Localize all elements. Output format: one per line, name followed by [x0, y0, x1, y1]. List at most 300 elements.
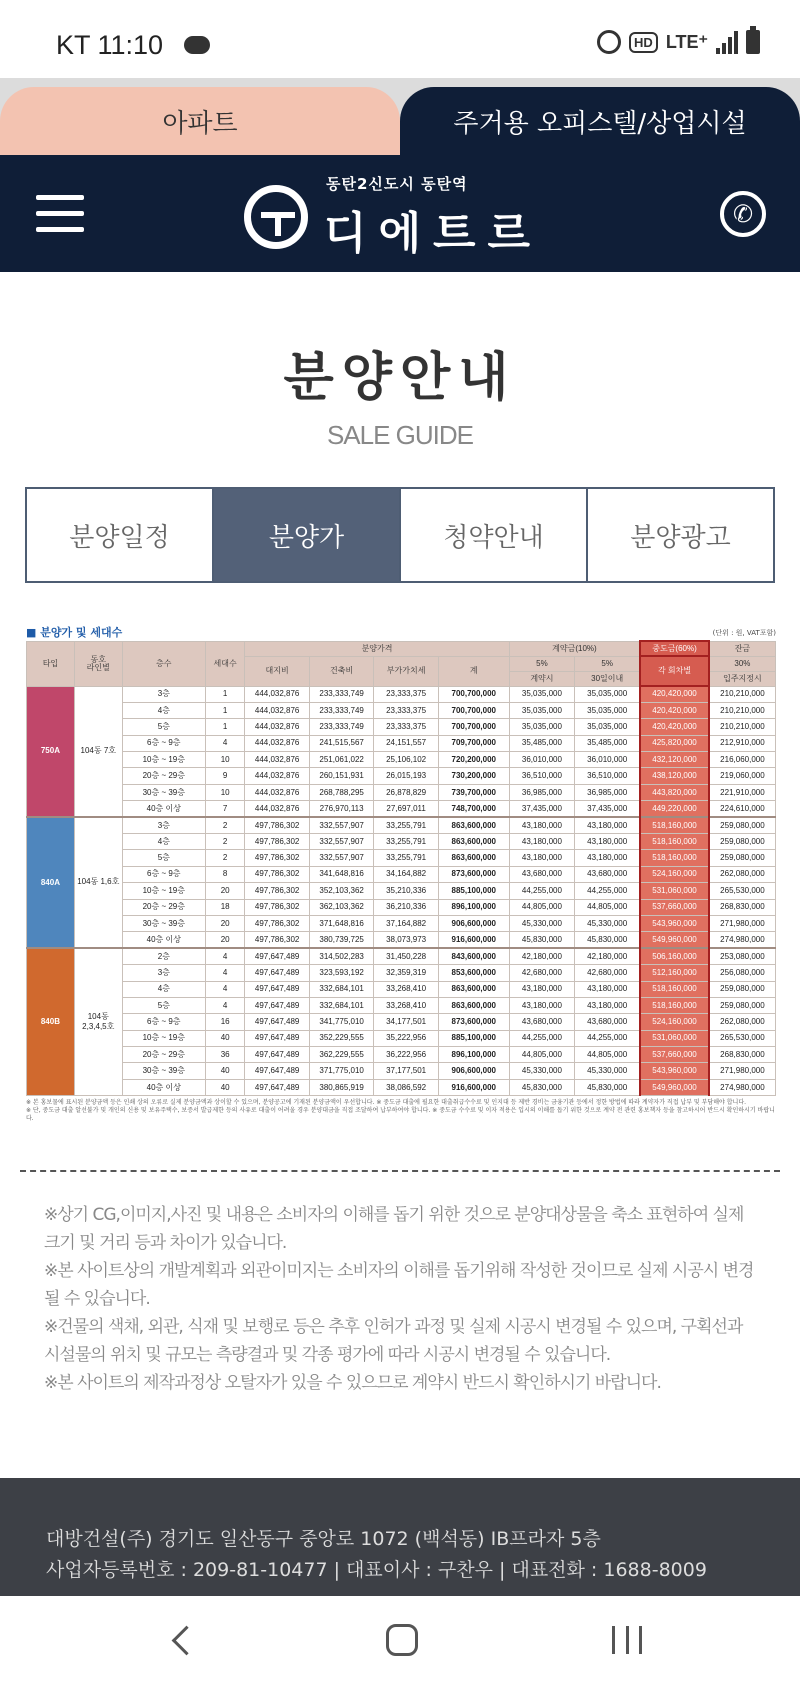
floor-cell: 2층	[122, 948, 205, 964]
land-cell: 497,647,489	[245, 981, 309, 997]
floor-cell: 4층	[122, 834, 205, 850]
middle-cell: 518,160,000	[640, 997, 709, 1013]
table-row	[27, 768, 776, 784]
vat-cell: 34,164,882	[374, 866, 438, 882]
tab-sale-schedule[interactable]: 분양일정	[27, 489, 214, 581]
footer-business-info: 사업자등록번호 : 209-81-10477 | 대표이사 : 구찬우 | 대표전화 : 1688-8009	[46, 1559, 707, 1581]
tab-sale-ad[interactable]: 분양광고	[630, 522, 731, 553]
floor-cell: 5층	[122, 997, 205, 1013]
phone-icon[interactable]: ✆	[720, 191, 766, 237]
tab-subscription-guide[interactable]: 청약안내	[401, 489, 588, 581]
hd-badge: HD	[629, 32, 658, 53]
site-footer	[0, 1478, 800, 1596]
dong-line-cell: 104동 7호	[74, 686, 122, 817]
table-row	[27, 1079, 776, 1095]
balance-cell: 259,080,000	[709, 997, 776, 1013]
units-cell: 40	[205, 1063, 245, 1079]
total-cell: 720,200,000	[438, 752, 509, 768]
tab-sale-price[interactable]: 분양가	[214, 489, 401, 581]
tab-apartment[interactable]: 아파트	[0, 87, 400, 155]
contract-cell: 35,035,000	[509, 719, 575, 735]
balance-cell: 221,910,000	[709, 784, 776, 800]
balance-cell: 265,530,000	[709, 1030, 776, 1046]
units-cell: 10	[205, 752, 245, 768]
within30-cell: 36,985,000	[575, 784, 641, 800]
floor-cell: 6층 ~ 9층	[122, 866, 205, 882]
total-cell: 906,600,000	[438, 1063, 509, 1079]
table-row	[27, 1047, 776, 1063]
contract-cell: 44,805,000	[509, 1047, 575, 1063]
land-cell: 497,647,489	[245, 965, 309, 981]
vat-cell: 36,210,336	[374, 899, 438, 915]
logo-subtitle: 동탄2신도시 동탄역	[326, 175, 468, 193]
table-row	[27, 784, 776, 800]
units-cell: 40	[205, 1079, 245, 1095]
units-cell: 10	[205, 784, 245, 800]
building-cell: 341,775,010	[309, 1014, 373, 1030]
units-cell: 20	[205, 932, 245, 948]
contract-cell: 42,180,000	[509, 948, 575, 964]
within30-cell: 45,830,000	[575, 932, 641, 948]
contract-cell: 43,180,000	[509, 850, 575, 866]
floor-cell: 30층 ~ 39층	[122, 784, 205, 800]
footer-address: 대방건설(주) 경기도 일산동구 중앙로 1072 (백석동) IB프라자 5층	[46, 1528, 601, 1550]
building-cell: 352,103,362	[309, 883, 373, 899]
th-floor: 층수	[122, 641, 205, 686]
total-cell: 709,700,000	[438, 735, 509, 751]
contract-cell: 43,180,000	[509, 997, 575, 1013]
land-cell: 497,647,489	[245, 1047, 309, 1063]
middle-cell: 524,160,000	[640, 1014, 709, 1030]
balance-cell: 219,060,000	[709, 768, 776, 784]
building-cell: 332,557,907	[309, 834, 373, 850]
footnote: ※ 단, 중도금 대출 알선불가 및 개인의 신용 및 보유주택수, 보증서 발급제한 등의 사유로 대출이 어려울 경우 분양대금을 직접 조달하여 납부하여야 합니다. ※ 중도금 수수료 및 이자 적용은 입시의 이해를 돕기 위한 것으로 계약 전 관련 홍보책자 등을 참고하시어 반드시 확인하시기 바랍니다.	[26, 1107, 775, 1123]
logo[interactable]	[240, 173, 560, 259]
total-cell: 700,700,000	[438, 686, 509, 702]
divider	[20, 1170, 780, 1172]
building-cell: 251,061,022	[309, 752, 373, 768]
land-cell: 497,647,489	[245, 948, 309, 964]
within30-cell: 45,330,000	[575, 1063, 641, 1079]
android-nav-bar	[0, 1596, 800, 1689]
within30-cell: 35,035,000	[575, 719, 641, 735]
balance-cell: 259,080,000	[709, 834, 776, 850]
total-cell: 885,100,000	[438, 883, 509, 899]
floor-cell: 30층 ~ 39층	[122, 1063, 205, 1079]
building-cell: 233,333,749	[309, 702, 373, 718]
balance-cell: 256,080,000	[709, 965, 776, 981]
middle-cell: 420,420,000	[640, 702, 709, 718]
total-cell: 700,700,000	[438, 702, 509, 718]
table-row	[27, 752, 776, 768]
floor-cell: 40층 이상	[122, 1079, 205, 1095]
middle-cell: 420,420,000	[640, 686, 709, 702]
th-vat: 부가가치세	[374, 656, 438, 686]
within30-cell: 45,330,000	[575, 915, 641, 931]
vat-cell: 36,222,956	[374, 1047, 438, 1063]
vat-cell: 26,878,829	[374, 784, 438, 800]
total-cell: 863,600,000	[438, 834, 509, 850]
floor-cell: 30층 ~ 39층	[122, 915, 205, 931]
contract-cell: 45,830,000	[509, 932, 575, 948]
notice-item: ※건물의 색채, 외관, 식재 및 보행로 등은 추후 인허가 과정 및 실제 시공시 변경될 수 있으며, 구획선과 시설물의 위치 및 규모는 측량결과 및 각종 평가에 따라 시공시 변경될 수 있습니다.	[44, 1317, 743, 1365]
building-cell: 233,333,749	[309, 719, 373, 735]
price-table	[26, 640, 776, 1096]
middle-cell: 518,160,000	[640, 817, 709, 833]
units-cell: 4	[205, 997, 245, 1013]
table-row	[27, 1063, 776, 1079]
units-cell: 4	[205, 965, 245, 981]
within30-cell: 43,180,000	[575, 850, 641, 866]
contract-cell: 45,330,000	[509, 1063, 575, 1079]
contract-cell: 35,485,000	[509, 735, 575, 751]
building-cell: 332,557,907	[309, 817, 373, 833]
within30-cell: 36,010,000	[575, 752, 641, 768]
building-cell: 332,684,101	[309, 981, 373, 997]
total-cell: 700,700,000	[438, 719, 509, 735]
land-cell: 497,786,302	[245, 932, 309, 948]
total-cell: 896,100,000	[438, 899, 509, 915]
table-row	[27, 866, 776, 882]
type-cell: 840B	[27, 948, 75, 1096]
th-balance: 잔금	[709, 641, 776, 656]
within30-cell: 44,255,000	[575, 1030, 641, 1046]
building-cell: 233,333,749	[309, 686, 373, 702]
within30-cell: 44,805,000	[575, 1047, 641, 1063]
vat-cell: 38,086,592	[374, 1079, 438, 1095]
building-cell: 341,648,816	[309, 866, 373, 882]
contract-cell: 43,180,000	[509, 817, 575, 833]
table-row	[27, 702, 776, 718]
units-cell: 20	[205, 883, 245, 899]
vat-cell: 38,073,973	[374, 932, 438, 948]
land-cell: 497,786,302	[245, 899, 309, 915]
middle-cell: 432,120,000	[640, 752, 709, 768]
vat-cell: 24,151,557	[374, 735, 438, 751]
balance-cell: 262,080,000	[709, 866, 776, 882]
table-heading: ■ 분양가 및 세대수	[26, 626, 123, 639]
building-cell: 276,970,113	[309, 801, 373, 817]
total-cell: 916,600,000	[438, 932, 509, 948]
table-row	[27, 686, 776, 702]
status-bar	[0, 0, 800, 78]
units-cell: 16	[205, 1014, 245, 1030]
land-cell: 497,786,302	[245, 866, 309, 882]
th-balance-pct: 30%	[709, 656, 776, 671]
table-row	[27, 997, 776, 1013]
notice-item: ※본 사이트의 제작과정상 오탈자가 있을 수 있으므로 계약시 반드시 확인하시기 바랍니다.	[44, 1373, 661, 1393]
balance-cell: 262,080,000	[709, 1014, 776, 1030]
signal-icon	[716, 30, 738, 54]
land-cell: 497,647,489	[245, 1063, 309, 1079]
vat-cell: 34,177,501	[374, 1014, 438, 1030]
land-cell: 444,032,876	[245, 784, 309, 800]
table-footnotes	[26, 1099, 776, 1123]
dong-line-cell: 104동 1,6호	[74, 817, 122, 948]
balance-cell: 259,080,000	[709, 817, 776, 833]
recent-apps-icon[interactable]	[612, 1626, 642, 1656]
price-table-body	[27, 686, 776, 1096]
middle-cell: 506,160,000	[640, 948, 709, 964]
contract-cell: 43,180,000	[509, 834, 575, 850]
tab-office[interactable]: 주거용 오피스텔/상업시설	[400, 87, 800, 155]
land-cell: 444,032,876	[245, 752, 309, 768]
balance-cell: 259,080,000	[709, 981, 776, 997]
balance-cell: 274,980,000	[709, 932, 776, 948]
total-cell: 885,100,000	[438, 1030, 509, 1046]
building-cell: 371,648,816	[309, 915, 373, 931]
table-row	[27, 932, 776, 948]
th-sale-price: 분양가격	[245, 641, 509, 656]
building-cell: 332,557,907	[309, 850, 373, 866]
th-contract-5a: 5%	[509, 656, 575, 671]
contract-cell: 42,680,000	[509, 965, 575, 981]
within30-cell: 45,830,000	[575, 1079, 641, 1095]
th-total: 계	[438, 656, 509, 686]
within30-cell: 35,035,000	[575, 686, 641, 702]
floor-cell: 3층	[122, 965, 205, 981]
page-title: 분양안내	[283, 348, 517, 408]
back-icon[interactable]	[168, 1624, 196, 1660]
middle-cell: 531,060,000	[640, 883, 709, 899]
balance-cell: 212,910,000	[709, 735, 776, 751]
total-cell: 863,600,000	[438, 981, 509, 997]
units-cell: 1	[205, 719, 245, 735]
floor-cell: 3층	[122, 817, 205, 833]
within30-cell: 44,255,000	[575, 883, 641, 899]
floor-cell: 5층	[122, 850, 205, 866]
th-contract: 계약금(10%)	[509, 641, 640, 656]
units-cell: 20	[205, 915, 245, 931]
land-cell: 444,032,876	[245, 735, 309, 751]
land-cell: 444,032,876	[245, 768, 309, 784]
th-balance-sub: 입주지정시	[709, 671, 776, 686]
units-cell: 36	[205, 1047, 245, 1063]
total-cell: 906,600,000	[438, 915, 509, 931]
total-cell: 863,600,000	[438, 997, 509, 1013]
within30-cell: 43,680,000	[575, 866, 641, 882]
table-row	[27, 801, 776, 817]
vat-cell: 33,268,410	[374, 981, 438, 997]
table-row	[27, 948, 776, 964]
middle-cell: 549,960,000	[640, 1079, 709, 1095]
within30-cell: 35,485,000	[575, 735, 641, 751]
th-type: 타입	[27, 641, 75, 686]
middle-cell: 449,220,000	[640, 801, 709, 817]
total-cell: 863,600,000	[438, 817, 509, 833]
floor-cell: 6층 ~ 9층	[122, 1014, 205, 1030]
total-cell: 748,700,000	[438, 801, 509, 817]
floor-cell: 20층 ~ 29층	[122, 899, 205, 915]
building-cell: 323,593,192	[309, 965, 373, 981]
footnote: ※ 본 홍보물에 표시된 분양금액 등은 인쇄 상의 오류로 실제 분양금액과 상이할 수 있으며, 분양공고에 기재된 분양금액이 우선합니다. ※ 중도금 대출에 필요한 대출취급수수료 및 인지대 등 제반 경비는 금융기관 등에서 정한 방법에 따라 계약자가 직접 납부 및 부담해야 합니다.	[26, 1099, 747, 1107]
site-header	[0, 155, 800, 272]
within30-cell: 42,680,000	[575, 965, 641, 981]
table-row	[27, 915, 776, 931]
th-land: 대지비	[245, 656, 309, 686]
building-cell: 371,775,010	[309, 1063, 373, 1079]
th-middle: 중도금(60%)	[640, 641, 709, 656]
vat-cell: 33,268,410	[374, 997, 438, 1013]
middle-cell: 543,960,000	[640, 1063, 709, 1079]
balance-cell: 274,980,000	[709, 1079, 776, 1095]
table-row	[27, 719, 776, 735]
contract-cell: 36,985,000	[509, 784, 575, 800]
land-cell: 497,647,489	[245, 1014, 309, 1030]
table-row	[27, 1014, 776, 1030]
floor-cell: 3층	[122, 686, 205, 702]
total-cell: 873,600,000	[438, 866, 509, 882]
contract-cell: 43,680,000	[509, 1014, 575, 1030]
middle-cell: 524,160,000	[640, 866, 709, 882]
table-row	[27, 850, 776, 866]
contract-cell: 45,830,000	[509, 1079, 575, 1095]
land-cell: 444,032,876	[245, 702, 309, 718]
within30-cell: 35,035,000	[575, 702, 641, 718]
th-contract-time: 계약시	[509, 671, 575, 686]
vat-cell: 37,177,501	[374, 1063, 438, 1079]
units-cell: 7	[205, 801, 245, 817]
vat-cell: 27,697,011	[374, 801, 438, 817]
th-middle-sub: 각 회차별	[640, 656, 709, 686]
middle-cell: 518,160,000	[640, 834, 709, 850]
table-unit: (단위 : 원, VAT포함)	[712, 629, 776, 637]
contract-cell: 43,180,000	[509, 981, 575, 997]
units-cell: 8	[205, 866, 245, 882]
vat-cell: 37,164,882	[374, 915, 438, 931]
total-cell: 896,100,000	[438, 1047, 509, 1063]
total-cell: 739,700,000	[438, 784, 509, 800]
balance-cell: 259,080,000	[709, 850, 776, 866]
units-cell: 9	[205, 768, 245, 784]
contract-cell: 45,330,000	[509, 915, 575, 931]
middle-cell: 425,820,000	[640, 735, 709, 751]
balance-cell: 210,210,000	[709, 702, 776, 718]
floor-cell: 40층 이상	[122, 801, 205, 817]
building-cell: 380,739,725	[309, 932, 373, 948]
units-cell: 2	[205, 834, 245, 850]
floor-cell: 10층 ~ 19층	[122, 1030, 205, 1046]
land-cell: 444,032,876	[245, 801, 309, 817]
middle-cell: 438,120,000	[640, 768, 709, 784]
land-cell: 497,786,302	[245, 850, 309, 866]
contract-cell: 35,035,000	[509, 686, 575, 702]
table-row	[27, 817, 776, 833]
land-cell: 444,032,876	[245, 686, 309, 702]
contract-cell: 36,510,000	[509, 768, 575, 784]
floor-cell: 6층 ~ 9층	[122, 735, 205, 751]
vat-cell: 35,222,956	[374, 1030, 438, 1046]
building-cell: 380,865,919	[309, 1079, 373, 1095]
within30-cell: 43,680,000	[575, 1014, 641, 1030]
units-cell: 4	[205, 948, 245, 964]
units-cell: 4	[205, 981, 245, 997]
vat-cell: 33,255,791	[374, 834, 438, 850]
land-cell: 497,647,489	[245, 997, 309, 1013]
table-row	[27, 834, 776, 850]
table-row	[27, 965, 776, 981]
building-cell: 241,515,567	[309, 735, 373, 751]
balance-cell: 210,210,000	[709, 719, 776, 735]
vat-cell: 23,333,375	[374, 719, 438, 735]
th-units: 세대수	[205, 641, 245, 686]
vat-cell: 32,359,319	[374, 965, 438, 981]
building-cell: 268,788,295	[309, 784, 373, 800]
top-tabs	[0, 78, 800, 155]
floor-cell: 20층 ~ 29층	[122, 1047, 205, 1063]
within30-cell: 42,180,000	[575, 948, 641, 964]
logo-name: 디에트르	[324, 208, 543, 259]
menu-icon[interactable]	[36, 193, 84, 235]
balance-cell: 224,610,000	[709, 801, 776, 817]
floor-cell: 4층	[122, 981, 205, 997]
balance-cell: 271,980,000	[709, 1063, 776, 1079]
units-cell: 40	[205, 1030, 245, 1046]
land-cell: 497,786,302	[245, 834, 309, 850]
home-icon[interactable]	[386, 1624, 418, 1656]
vat-cell: 33,255,791	[374, 817, 438, 833]
contract-cell: 36,010,000	[509, 752, 575, 768]
middle-cell: 537,660,000	[640, 899, 709, 915]
logo-mark-icon	[244, 185, 308, 249]
units-cell: 2	[205, 817, 245, 833]
vat-cell: 31,450,228	[374, 948, 438, 964]
vat-cell: 25,106,102	[374, 752, 438, 768]
contract-cell: 43,680,000	[509, 866, 575, 882]
middle-cell: 537,660,000	[640, 1047, 709, 1063]
middle-cell: 549,960,000	[640, 932, 709, 948]
balance-cell: 216,060,000	[709, 752, 776, 768]
units-cell: 2	[205, 850, 245, 866]
th-within30: 30일이내	[575, 671, 641, 686]
total-cell: 730,200,000	[438, 768, 509, 784]
floor-cell: 10층 ~ 19층	[122, 883, 205, 899]
th-contract-5b: 5%	[575, 656, 641, 671]
building-cell: 332,684,101	[309, 997, 373, 1013]
table-row	[27, 899, 776, 915]
price-table-section	[26, 624, 776, 1124]
status-time: KT 11:10	[56, 30, 164, 60]
floor-cell: 40층 이상	[122, 932, 205, 948]
floor-cell: 4층	[122, 702, 205, 718]
land-cell: 497,647,489	[245, 1079, 309, 1095]
middle-cell: 512,160,000	[640, 965, 709, 981]
within30-cell: 43,180,000	[575, 997, 641, 1013]
total-cell: 873,600,000	[438, 1014, 509, 1030]
th-dong-line: 동호 라인별	[74, 641, 122, 686]
building-cell: 314,502,283	[309, 948, 373, 964]
land-cell: 497,786,302	[245, 915, 309, 931]
total-cell: 853,600,000	[438, 965, 509, 981]
balance-cell: 210,210,000	[709, 686, 776, 702]
middle-cell: 420,420,000	[640, 719, 709, 735]
balance-cell: 265,530,000	[709, 883, 776, 899]
battery-icon	[746, 30, 760, 54]
within30-cell: 44,805,000	[575, 899, 641, 915]
units-cell: 18	[205, 899, 245, 915]
units-cell: 4	[205, 735, 245, 751]
balance-cell: 271,980,000	[709, 915, 776, 931]
vat-cell: 23,333,375	[374, 686, 438, 702]
within30-cell: 43,180,000	[575, 817, 641, 833]
total-cell: 843,600,000	[438, 948, 509, 964]
contract-cell: 37,435,000	[509, 801, 575, 817]
middle-cell: 518,160,000	[640, 981, 709, 997]
total-cell: 916,600,000	[438, 1079, 509, 1095]
balance-cell: 268,830,000	[709, 899, 776, 915]
th-building: 건축비	[309, 656, 373, 686]
within30-cell: 37,435,000	[575, 801, 641, 817]
